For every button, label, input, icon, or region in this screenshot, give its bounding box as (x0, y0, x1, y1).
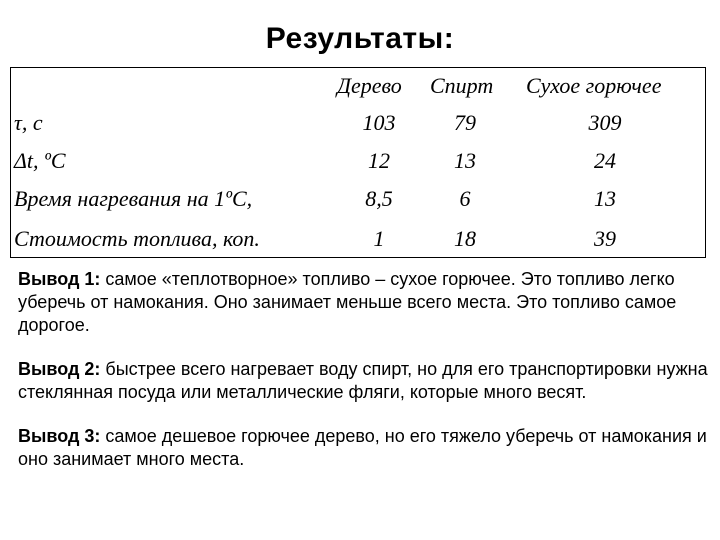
table-cell: 79 (454, 110, 476, 135)
row-label-time: τ, с (14, 110, 43, 135)
column-header-alcohol: Спирт (430, 73, 494, 98)
conclusion-3 (18, 425, 708, 471)
table-cell: 13 (594, 186, 616, 211)
table-cell: 24 (594, 148, 616, 173)
table-cell: 103 (362, 110, 396, 135)
conclusion-label: Вывод 3: (18, 426, 101, 446)
row-label-heating-time: Время нагревания на 1ºС, (14, 186, 253, 211)
conclusion-2 (18, 358, 708, 404)
conclusion-label: Вывод 2: (18, 359, 101, 379)
conclusion-text: быстрее всего нагревает воду спирт, но для его транспортировки нужна стеклянная посуда или металлические фляги, которые много весят. (18, 359, 708, 402)
table-cell: 309 (588, 110, 622, 135)
table-cell: 13 (454, 148, 476, 173)
conclusion-1 (18, 268, 708, 337)
table-cell: 1 (373, 226, 385, 251)
conclusion-text: самое «теплотворное» топливо – сухое горючее. Это топливо легко уберечь от намокания. Оно занимает меньше всего места. Это топливо самое дорогое. (18, 269, 677, 335)
column-header-wood: Дерево (337, 73, 402, 98)
conclusion-label: Вывод 1: (18, 269, 101, 289)
table-cell: 12 (368, 148, 390, 173)
table-cell: 6 (459, 186, 471, 211)
conclusion-text: самое дешевое горючее дерево, но его тяжело уберечь от намокания и оно занимает много места. (18, 426, 707, 469)
conclusions (18, 268, 708, 492)
column-header-dry-fuel: Сухое горючее (526, 73, 662, 98)
table-cell: 8,5 (365, 186, 393, 211)
page-title: Результаты: (265, 22, 455, 55)
row-label-fuel-cost: Стоимость топлива, коп. (14, 226, 260, 251)
row-label-temperature-change: Δt, ºС (14, 148, 66, 173)
table-cell: 18 (454, 226, 476, 251)
table-cell: 39 (594, 226, 616, 251)
